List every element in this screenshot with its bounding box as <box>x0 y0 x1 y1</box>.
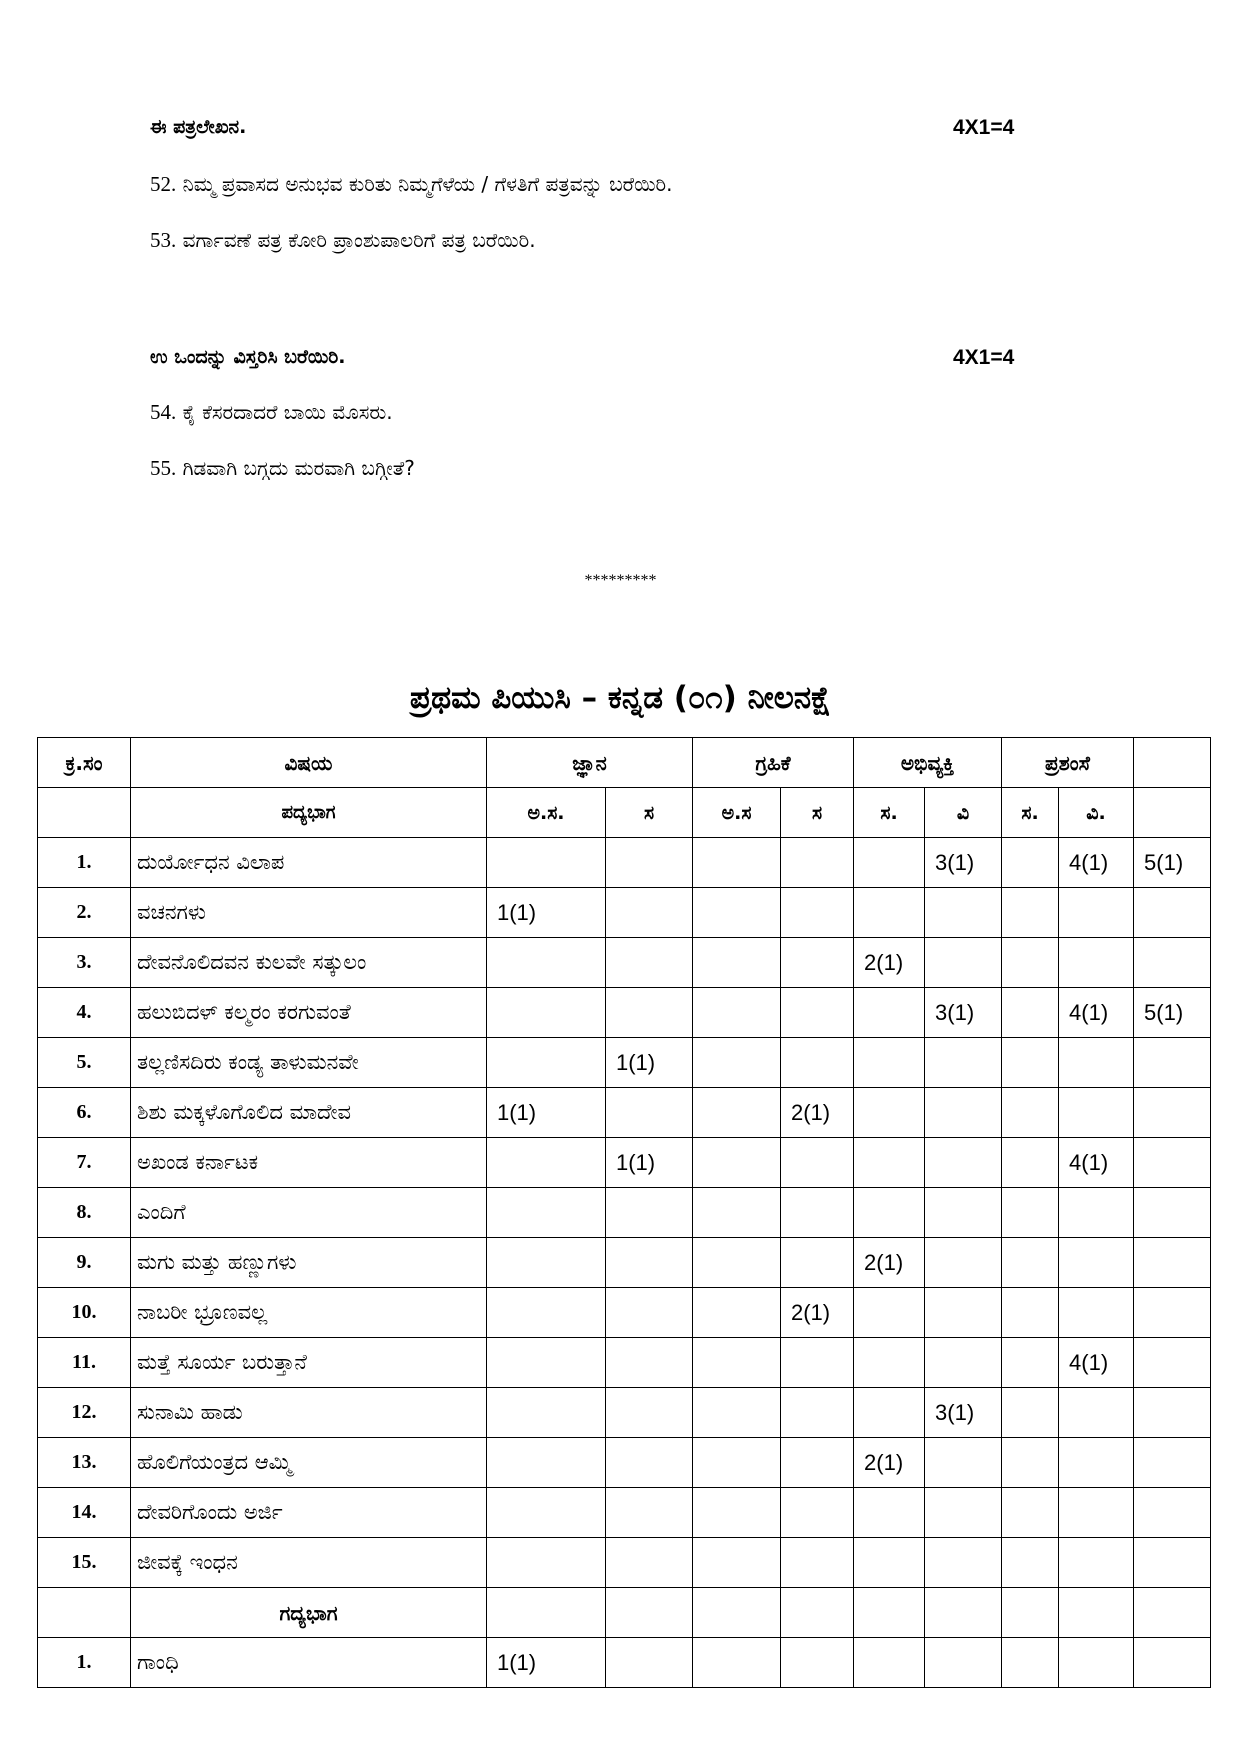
row-subject: ಎಂದಿಗೆ <box>131 1188 487 1238</box>
mark-cell <box>487 838 606 888</box>
row-number: 6. <box>38 1088 131 1138</box>
mark-cell <box>487 1288 606 1338</box>
mark-cell <box>693 1338 781 1388</box>
mark-cell <box>606 938 693 988</box>
mark-cell <box>606 988 693 1038</box>
mark-cell <box>1002 1438 1059 1488</box>
subheader: ಅ.ಸ. <box>487 788 606 838</box>
table-row <box>38 888 1211 938</box>
mark-cell <box>487 988 606 1038</box>
row-number: 1. <box>38 838 131 888</box>
mark-cell <box>781 1138 854 1188</box>
mark-cell <box>606 1338 693 1388</box>
mark-cell <box>1059 1488 1134 1538</box>
mark-cell <box>781 1438 854 1488</box>
mark-cell <box>1059 1388 1134 1438</box>
table-row <box>38 1438 1211 1488</box>
section-marks-letter: 4X1=4 <box>953 116 1015 139</box>
mark-cell <box>854 1388 925 1438</box>
mark-cell <box>1134 888 1211 938</box>
mark-cell <box>781 1188 854 1238</box>
mark-cell <box>925 1188 1002 1238</box>
question-number: 55. <box>150 456 177 480</box>
mark-cell <box>1134 1338 1211 1388</box>
mark-cell: 1(1) <box>487 888 606 938</box>
mark-cell: 5(1) <box>1134 988 1211 1038</box>
mark-cell <box>925 938 1002 988</box>
row-subject: ನಾಬರೀ ಭ್ರೂಣವಲ್ಲ <box>131 1288 487 1338</box>
subheader <box>1134 788 1211 838</box>
mark-cell <box>1002 1188 1059 1238</box>
mark-cell <box>1134 1638 1211 1688</box>
mark-cell <box>693 1538 781 1588</box>
mark-cell <box>781 1538 854 1588</box>
mark-cell <box>693 1638 781 1688</box>
table-row <box>38 1538 1211 1588</box>
section-marks-expand: 4X1=4 <box>953 346 1015 369</box>
poetry-rows <box>38 838 1211 1588</box>
mark-cell <box>606 1388 693 1438</box>
row-number: 13. <box>38 1438 131 1488</box>
table-row <box>38 1038 1211 1088</box>
col-subject: ವಿಷಯ <box>131 738 487 788</box>
mark-cell <box>781 838 854 888</box>
mark-cell <box>925 1538 1002 1588</box>
col-sl: ಕ್ರ.ಸಂ <box>38 738 131 788</box>
row-subject: ಹೊಲಿಗೆಯಂತ್ರದ ಆಮ್ಮಿ <box>131 1438 487 1488</box>
mark-cell <box>693 1288 781 1338</box>
mark-cell <box>693 1488 781 1538</box>
mark-cell: 4(1) <box>1059 1138 1134 1188</box>
question-54 <box>150 400 393 425</box>
mark-cell <box>925 1238 1002 1288</box>
mark-cell <box>487 1538 606 1588</box>
mark-cell <box>781 1638 854 1688</box>
mark-cell <box>1134 1488 1211 1538</box>
subheader: ಸ <box>606 788 693 838</box>
mark-cell <box>1134 1138 1211 1188</box>
mark-cell <box>925 1088 1002 1138</box>
section-label-prose: ಗದ್ಯಭಾಗ <box>131 1588 487 1638</box>
question-text: ಗಿಡವಾಗಿ ಬಗ್ಗದು ಮರವಾಗಿ ಬಗ್ಗೀತೆ? <box>182 456 415 480</box>
mark-cell <box>693 1038 781 1088</box>
mark-cell <box>854 988 925 1038</box>
mark-cell <box>925 1488 1002 1538</box>
mark-cell <box>693 1138 781 1188</box>
mark-cell <box>1059 1638 1134 1688</box>
mark-cell: 1(1) <box>606 1138 693 1188</box>
section-heading-expand: ಉ ಒಂದನ್ನು ವಿಸ್ತರಿಸಿ ಬರೆಯಿರಿ. <box>150 346 346 368</box>
row-subject: ಹಲುಬಿದಳ್ ಕಲ್ಮರಂ ಕರಗುವಂತೆ <box>131 988 487 1038</box>
row-number: 11. <box>38 1338 131 1388</box>
subheader: ಅ.ಸ <box>693 788 781 838</box>
mark-cell <box>693 1088 781 1138</box>
mark-cell <box>606 1188 693 1238</box>
mark-cell <box>854 1288 925 1338</box>
mark-cell <box>1002 988 1059 1038</box>
mark-cell <box>1002 1288 1059 1338</box>
mark-cell <box>1059 1188 1134 1238</box>
mark-cell <box>854 1088 925 1138</box>
row-number: 14. <box>38 1488 131 1538</box>
separator: ********* <box>584 572 657 589</box>
row-subject: ಜೀವಕ್ಕೆ ಇಂಧನ <box>131 1538 487 1588</box>
table-subheader-row <box>38 788 1211 838</box>
table-row <box>38 1288 1211 1338</box>
mark-cell <box>1002 1538 1059 1588</box>
mark-cell <box>1134 938 1211 988</box>
mark-cell <box>487 1038 606 1088</box>
mark-cell: 4(1) <box>1059 988 1134 1038</box>
mark-cell <box>854 1538 925 1588</box>
mark-cell: 2(1) <box>781 1288 854 1338</box>
row-subject: ಶಿಶು ಮಕ್ಕಳೊಗೊಲಿದ ಮಾದೇವ <box>131 1088 487 1138</box>
subheader: ಸ <box>781 788 854 838</box>
question-number: 53. <box>150 228 177 252</box>
mark-cell <box>1059 1288 1134 1338</box>
col-appreciation: ಪ್ರಶಂಸೆ <box>1002 738 1134 788</box>
table-row <box>38 1088 1211 1138</box>
subheader: ವಿ <box>925 788 1002 838</box>
mark-cell <box>1059 938 1134 988</box>
mark-cell: 1(1) <box>487 1088 606 1138</box>
subheader-blank <box>38 788 131 838</box>
row-subject: ಅಖಂಡ ಕರ್ನಾಟಕ <box>131 1138 487 1188</box>
mark-cell <box>487 1438 606 1488</box>
prose-rows <box>38 1638 1211 1688</box>
mark-cell <box>1002 1038 1059 1088</box>
mark-cell <box>1134 1188 1211 1238</box>
table-header-row <box>38 738 1211 788</box>
mark-cell <box>925 888 1002 938</box>
mark-cell <box>1002 838 1059 888</box>
row-number: 7. <box>38 1138 131 1188</box>
mark-cell <box>854 888 925 938</box>
mark-cell <box>1059 1438 1134 1488</box>
row-number: 1. <box>38 1638 131 1688</box>
row-number: 5. <box>38 1038 131 1088</box>
row-subject: ವಚನಗಳು <box>131 888 487 938</box>
question-text: ನಿಮ್ಮ ಪ್ರವಾಸದ ಅನುಭವ ಕುರಿತು ನಿಮ್ಮಗೆಳೆಯ / ಗೆಳತಿಗೆ ಪತ್ರವನ್ನು ಬರೆಯಿರಿ. <box>182 172 673 196</box>
row-number: 10. <box>38 1288 131 1338</box>
mark-cell <box>1059 1238 1134 1288</box>
question-text: ಕೈ ಕೆಸರದಾದರೆ ಬಾಯಿ ಮೊಸರು. <box>182 400 393 424</box>
mark-cell <box>1002 1088 1059 1138</box>
mark-cell <box>1134 1438 1211 1488</box>
mark-cell <box>487 1138 606 1188</box>
mark-cell <box>606 1238 693 1288</box>
mark-cell <box>925 1138 1002 1188</box>
mark-cell <box>1059 1538 1134 1588</box>
table-row <box>38 1488 1211 1538</box>
table-row <box>38 1388 1211 1438</box>
mark-cell: 4(1) <box>1059 838 1134 888</box>
mark-cell <box>693 988 781 1038</box>
mark-cell <box>781 1038 854 1088</box>
mark-cell <box>1002 888 1059 938</box>
mark-cell <box>1002 1388 1059 1438</box>
row-subject: ಮತ್ತೆ ಸೂರ್ಯ ಬರುತ್ತಾನೆ <box>131 1338 487 1388</box>
question-55 <box>150 456 415 481</box>
mark-cell <box>1002 1338 1059 1388</box>
mark-cell <box>606 1088 693 1138</box>
mark-cell <box>854 838 925 888</box>
col-last <box>1134 738 1211 788</box>
subheader: ಸ. <box>1002 788 1059 838</box>
mark-cell: 3(1) <box>925 1388 1002 1438</box>
mark-cell <box>1134 1088 1211 1138</box>
row-number: 2. <box>38 888 131 938</box>
mark-cell <box>1134 1538 1211 1588</box>
mark-cell <box>1134 1288 1211 1338</box>
mark-cell <box>854 1638 925 1688</box>
row-number: 4. <box>38 988 131 1038</box>
mark-cell: 1(1) <box>606 1038 693 1088</box>
mark-cell <box>487 938 606 988</box>
mark-cell <box>693 1238 781 1288</box>
mark-cell <box>1002 1238 1059 1288</box>
mark-cell <box>606 1638 693 1688</box>
row-subject: ಗಾಂಧಿ <box>131 1638 487 1688</box>
section-heading-letter: ಈ ಪತ್ರಲೇಖನ. <box>150 116 247 138</box>
mark-cell <box>854 1488 925 1538</box>
table-row <box>38 1138 1211 1188</box>
mark-cell <box>925 1288 1002 1338</box>
mark-cell <box>925 1038 1002 1088</box>
question-number: 54. <box>150 400 177 424</box>
row-subject: ತಲ್ಲಣಿಸದಿರು ಕಂಡ್ಯ ತಾಳುಮನವೇ <box>131 1038 487 1088</box>
subheader: ವಿ. <box>1059 788 1134 838</box>
mark-cell <box>1134 1038 1211 1088</box>
mark-cell <box>693 1388 781 1438</box>
mark-cell: 4(1) <box>1059 1338 1134 1388</box>
mark-cell <box>854 1138 925 1188</box>
row-subject: ದುರ್ಯೋಧನ ವಿಲಾಪ <box>131 838 487 888</box>
cell-blank <box>38 1588 131 1638</box>
row-number: 15. <box>38 1538 131 1588</box>
mark-cell <box>606 1538 693 1588</box>
question-text: ವರ್ಗಾವಣೆ ಪತ್ರ ಕೋರಿ ಪ್ರಾಂಶುಪಾಲರಿಗೆ ಪತ್ರ ಬರೆಯಿರಿ. <box>182 228 536 252</box>
mark-cell <box>487 1338 606 1388</box>
mark-cell <box>1059 1088 1134 1138</box>
mark-cell: 2(1) <box>854 938 925 988</box>
mark-cell <box>606 1488 693 1538</box>
table-row <box>38 988 1211 1038</box>
table-row <box>38 1338 1211 1388</box>
mark-cell <box>487 1488 606 1538</box>
col-expression: ಅಭಿವ್ಯಕ್ತಿ <box>854 738 1002 788</box>
mark-cell <box>693 1438 781 1488</box>
subheader: ಸ. <box>854 788 925 838</box>
mark-cell <box>1002 1488 1059 1538</box>
blueprint-title: ಪ್ರಥಮ ಪಿಯುಸಿ – ಕನ್ನಡ (೦೧) ನೀಲನಕ್ಷೆ <box>409 680 832 716</box>
mark-cell <box>781 888 854 938</box>
col-knowledge: ಜ್ಞಾನ <box>487 738 693 788</box>
mark-cell <box>781 1338 854 1388</box>
mark-cell <box>1134 1238 1211 1288</box>
mark-cell <box>693 938 781 988</box>
mark-cell <box>1002 1138 1059 1188</box>
mark-cell: 1(1) <box>487 1638 606 1688</box>
row-number: 3. <box>38 938 131 988</box>
mark-cell <box>606 1438 693 1488</box>
mark-cell <box>854 1338 925 1388</box>
mark-cell <box>781 1488 854 1538</box>
table-row <box>38 1188 1211 1238</box>
row-number: 12. <box>38 1388 131 1438</box>
row-number: 8. <box>38 1188 131 1238</box>
row-subject: ಸುನಾಮಿ ಹಾಡು <box>131 1388 487 1438</box>
mark-cell <box>781 1388 854 1438</box>
mark-cell: 2(1) <box>781 1088 854 1138</box>
mark-cell <box>925 1638 1002 1688</box>
mark-cell: 3(1) <box>925 988 1002 1038</box>
mark-cell <box>1059 888 1134 938</box>
mark-cell <box>925 1338 1002 1388</box>
table-row <box>38 1238 1211 1288</box>
row-subject: ಮಗು ಮತ್ತು ಹಣ್ಣುಗಳು <box>131 1238 487 1288</box>
mark-cell <box>693 888 781 938</box>
mark-cell <box>854 1038 925 1088</box>
mark-cell: 2(1) <box>854 1238 925 1288</box>
mark-cell <box>925 1438 1002 1488</box>
question-53 <box>150 228 536 253</box>
mark-cell <box>606 838 693 888</box>
mark-cell <box>781 1238 854 1288</box>
question-number: 52. <box>150 172 177 196</box>
section-row-prose <box>38 1588 1211 1638</box>
mark-cell <box>1134 1388 1211 1438</box>
mark-cell <box>487 1188 606 1238</box>
table-row <box>38 1638 1211 1688</box>
mark-cell <box>693 1188 781 1238</box>
mark-cell <box>854 1188 925 1238</box>
table-row <box>38 938 1211 988</box>
mark-cell: 3(1) <box>925 838 1002 888</box>
mark-cell: 5(1) <box>1134 838 1211 888</box>
row-subject: ದೇವರಿಗೊಂದು ಅರ್ಜಿ <box>131 1488 487 1538</box>
mark-cell <box>487 1388 606 1438</box>
question-52 <box>150 172 672 197</box>
section-label-poetry: ಪದ್ಯಭಾಗ <box>131 788 487 838</box>
table-row <box>38 838 1211 888</box>
row-subject: ದೇವನೊಲಿದವನ ಕುಲವೇ ಸತ್ಕುಲಂ <box>131 938 487 988</box>
mark-cell <box>1002 938 1059 988</box>
mark-cell <box>606 1288 693 1338</box>
mark-cell <box>1002 1638 1059 1688</box>
mark-cell <box>1059 1038 1134 1088</box>
mark-cell <box>781 988 854 1038</box>
blueprint-table <box>37 737 1211 1688</box>
mark-cell <box>487 1238 606 1288</box>
mark-cell <box>781 938 854 988</box>
mark-cell <box>606 888 693 938</box>
row-number: 9. <box>38 1238 131 1288</box>
col-comprehension: ಗ್ರಹಿಕೆ <box>693 738 854 788</box>
mark-cell: 2(1) <box>854 1438 925 1488</box>
mark-cell <box>693 838 781 888</box>
